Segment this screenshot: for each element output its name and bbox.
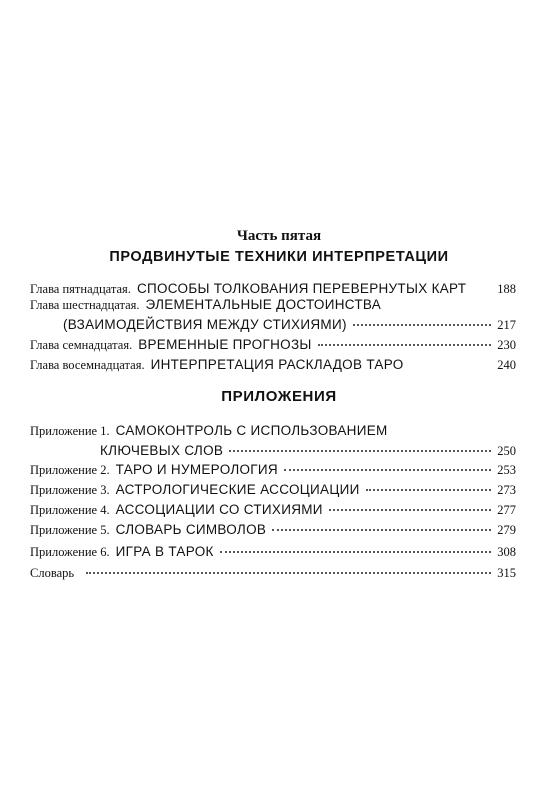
entry-page: 188 bbox=[497, 282, 516, 296]
entry-page: 315 bbox=[497, 566, 516, 580]
entry-title: ИГРА В ТАРОК bbox=[115, 544, 214, 559]
toc-entry-appendix-6[interactable] bbox=[30, 544, 516, 564]
toc-entry-chapter-16[interactable] bbox=[30, 297, 516, 337]
dot-leader bbox=[318, 344, 492, 346]
entry-title: ИНТЕРПРЕТАЦИЯ РАСКЛАДОВ ТАРО bbox=[150, 357, 404, 372]
entry-prefix: Приложение 5. bbox=[30, 523, 110, 537]
entry-title: СПОСОБЫ ТОЛКОВАНИЯ ПЕРЕВЕРНУТЫХ КАРТ bbox=[136, 281, 467, 296]
entry-prefix: Приложение 2. bbox=[30, 463, 110, 477]
dot-leader bbox=[229, 450, 491, 452]
toc-entry-chapter-18[interactable] bbox=[30, 357, 516, 377]
entry-prefix: Словарь bbox=[30, 566, 75, 580]
entry-prefix: Глава шестнадцатая. bbox=[30, 298, 140, 312]
entry-title-line2: КЛЮЧЕВЫХ СЛОВ bbox=[100, 443, 224, 458]
entry-page: 253 bbox=[497, 463, 516, 477]
entry-title: АСТРОЛОГИЧЕСКИЕ АССОЦИАЦИИ bbox=[115, 482, 360, 497]
dot-leader bbox=[220, 551, 492, 553]
toc-entry-appendix-1[interactable] bbox=[30, 423, 516, 463]
toc-entry-chapter-17[interactable] bbox=[30, 337, 516, 357]
entry-title-line2: (ВЗАИМОДЕЙСТВИЯ МЕЖДУ СТИХИЯМИ) bbox=[63, 317, 347, 332]
dot-leader bbox=[284, 469, 491, 471]
part-title: ПРОДВИНУТЫЕ ТЕХНИКИ ИНТЕРПРЕТАЦИИ bbox=[109, 249, 449, 265]
dot-leader bbox=[86, 572, 491, 574]
entry-page: 230 bbox=[497, 338, 516, 352]
entry-page: 277 bbox=[497, 503, 516, 517]
toc-entry-appendix-5[interactable] bbox=[30, 522, 516, 542]
entry-prefix: Глава семнадцатая. bbox=[30, 338, 133, 352]
entry-title: ВРЕМЕННЫЕ ПРОГНОЗЫ bbox=[138, 337, 312, 352]
entry-page: 279 bbox=[497, 523, 516, 537]
entry-prefix: Приложение 3. bbox=[30, 483, 110, 497]
entry-page: 217 bbox=[497, 318, 516, 332]
toc-entry-appendix-3[interactable] bbox=[30, 482, 516, 502]
entry-prefix: Приложение 6. bbox=[30, 545, 110, 559]
dot-leader bbox=[353, 324, 491, 326]
entry-page: 250 bbox=[497, 444, 516, 458]
part-label: Часть пятая bbox=[236, 228, 322, 244]
entry-title: САМОКОНТРОЛЬ С ИСПОЛЬЗОВАНИЕМ bbox=[115, 423, 388, 438]
entry-prefix: Глава пятнадцатая. bbox=[30, 282, 131, 296]
dot-leader bbox=[329, 509, 491, 511]
toc-entry-appendix-4[interactable] bbox=[30, 502, 516, 522]
entry-prefix: Глава восемнадцатая. bbox=[30, 358, 145, 372]
entry-title: СЛОВАРЬ СИМВОЛОВ bbox=[115, 522, 267, 537]
toc-entry-appendix-2[interactable] bbox=[30, 462, 516, 482]
entry-title: АССОЦИАЦИИ СО СТИХИЯМИ bbox=[115, 502, 323, 517]
entry-prefix: Приложение 4. bbox=[30, 503, 110, 517]
dot-leader bbox=[272, 529, 491, 531]
dot-leader bbox=[366, 489, 492, 491]
entry-title: ЭЛЕМЕНТАЛЬНЫЕ ДОСТОИНСТВА bbox=[145, 297, 382, 312]
entry-page: 273 bbox=[497, 483, 516, 497]
entry-title: ТАРО И НУМЕРОЛОГИЯ bbox=[115, 462, 278, 477]
entry-prefix: Приложение 1. bbox=[30, 424, 110, 438]
appendices-title: ПРИЛОЖЕНИЯ bbox=[221, 388, 337, 405]
toc-entry-glossary[interactable] bbox=[30, 566, 516, 586]
entry-page: 240 bbox=[497, 358, 516, 372]
entry-page: 308 bbox=[497, 545, 516, 559]
